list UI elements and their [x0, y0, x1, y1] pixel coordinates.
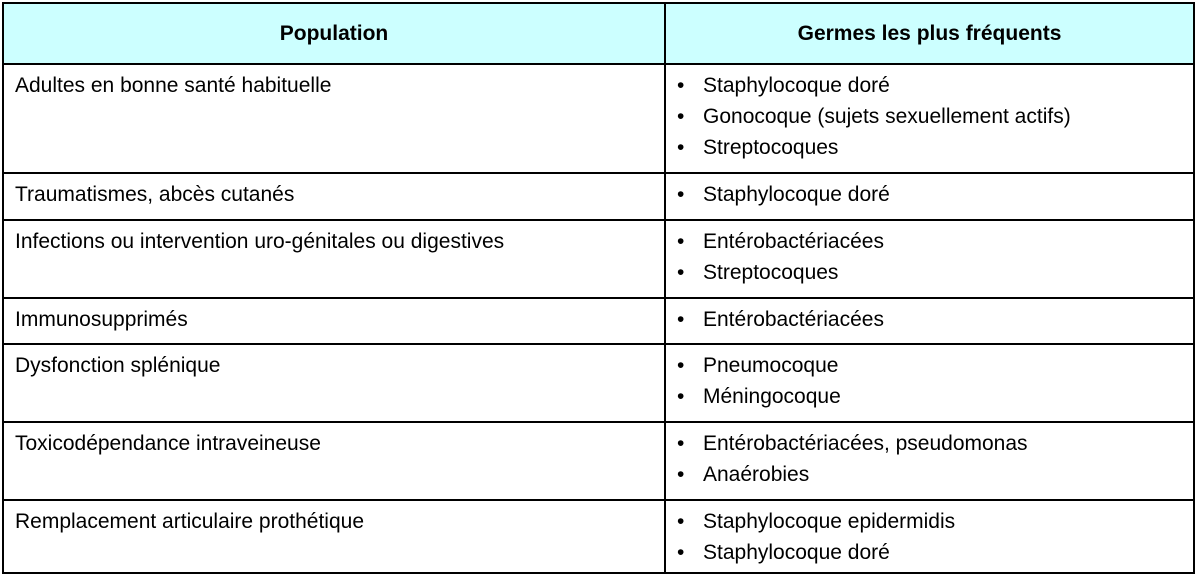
bullet-icon: • [677, 541, 685, 564]
germ-label: Entérobactériacées, pseudomonas [703, 432, 1028, 455]
germ-label: Streptocoques [703, 261, 839, 284]
list-item [676, 459, 1185, 490]
germs-cell [665, 344, 1194, 422]
germ-label: Anaérobies [703, 463, 810, 486]
list-item [676, 350, 1185, 381]
germs-cell [665, 422, 1194, 500]
germs-list [676, 226, 1185, 288]
bullet-icon: • [677, 261, 685, 284]
germ-label: Entérobactériacées [703, 230, 884, 253]
germs-cell [665, 500, 1194, 573]
population-cell: Adultes en bonne santé habituelle [3, 64, 665, 173]
table-row [3, 220, 1194, 298]
bullet-icon: • [677, 354, 685, 377]
table-row [3, 500, 1194, 573]
germ-label: Méningocoque [703, 385, 841, 408]
germs-cell [665, 220, 1194, 298]
list-item [676, 101, 1185, 132]
germ-label: Streptocoques [703, 136, 839, 159]
list-item [676, 70, 1185, 101]
germs-cell [665, 298, 1194, 344]
germ-label: Pneumocoque [703, 354, 839, 377]
population-cell: Dysfonction splénique [3, 344, 665, 422]
germs-table [2, 2, 1195, 574]
germs-cell [665, 173, 1194, 220]
table-row [3, 344, 1194, 422]
bullet-icon: • [677, 385, 685, 408]
germ-label: Staphylocoque epidermidis [703, 510, 956, 533]
list-item [676, 381, 1185, 412]
bullet-icon: • [677, 183, 685, 206]
bullet-icon: • [677, 105, 685, 128]
bullet-icon: • [677, 510, 685, 533]
list-item [676, 132, 1185, 163]
population-cell: Toxicodépendance intraveineuse [3, 422, 665, 500]
germ-label: Gonocoque (sujets sexuellement actifs) [703, 105, 1071, 128]
bullet-icon: • [677, 74, 685, 97]
bullet-icon: • [677, 308, 685, 331]
germs-list [676, 304, 1185, 335]
header-population: Population [3, 3, 665, 64]
table-row [3, 64, 1194, 173]
population-cell: Remplacement articulaire prothétique [3, 500, 665, 573]
list-item [676, 506, 1185, 537]
table-row [3, 173, 1194, 220]
table-row [3, 422, 1194, 500]
list-item [676, 257, 1185, 288]
bullet-icon: • [677, 136, 685, 159]
table-row [3, 298, 1194, 344]
germs-list [676, 350, 1185, 412]
germ-label: Staphylocoque doré [703, 183, 890, 206]
population-cell: Traumatismes, abcès cutanés [3, 173, 665, 220]
germs-list [676, 428, 1185, 490]
list-item [676, 179, 1185, 210]
germs-list [676, 179, 1185, 210]
bullet-icon: • [677, 432, 685, 455]
list-item [676, 226, 1185, 257]
list-item [676, 304, 1185, 335]
germs-list [676, 506, 1185, 568]
header-row [3, 3, 1194, 64]
bullet-icon: • [677, 463, 685, 486]
population-cell: Infections ou intervention uro-génitales ou digestives [3, 220, 665, 298]
bullet-icon: • [677, 230, 685, 253]
list-item [676, 428, 1185, 459]
germs-cell [665, 64, 1194, 173]
list-item [676, 537, 1185, 568]
germ-label: Staphylocoque doré [703, 74, 890, 97]
header-germs: Germes les plus fréquents [665, 3, 1194, 64]
germ-label: Entérobactériacées [703, 308, 884, 331]
population-cell: Immunosupprimés [3, 298, 665, 344]
germ-label: Staphylocoque doré [703, 541, 890, 564]
germs-list [676, 70, 1185, 163]
